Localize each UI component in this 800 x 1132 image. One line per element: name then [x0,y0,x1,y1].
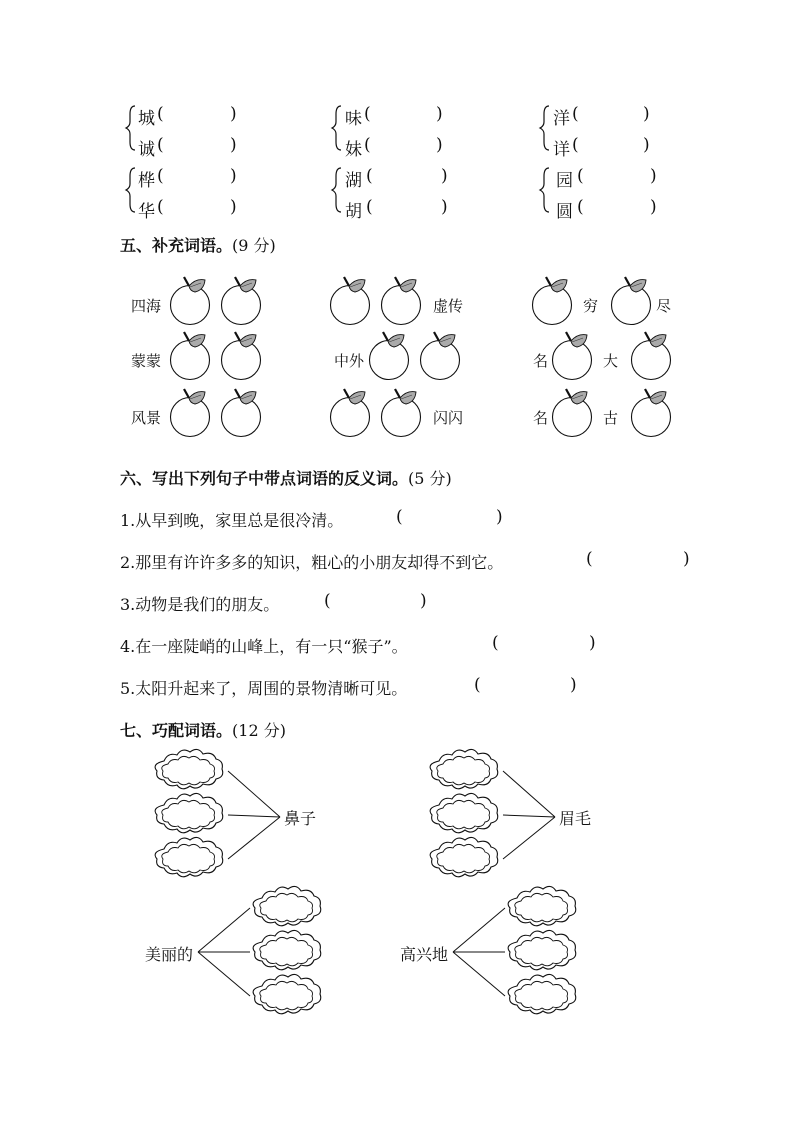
paren-close: ) [230,104,237,124]
paren-open: ( [157,166,164,186]
match-target: 鼻子 [284,809,317,828]
word-fragment: 名 [533,409,549,427]
pair-char: 园 [556,171,573,191]
paren-close: ) [650,197,657,217]
answer-cloud [155,837,223,876]
pair-char: 洋 [553,109,570,129]
word-fragment: 闪闪 [433,409,464,427]
paren-open: ( [366,197,373,217]
paren-open: ( [366,166,373,186]
answer-cloud [508,930,576,969]
paren-open: ( [577,166,584,186]
section-title: 五、补充词语。 [120,236,233,255]
paren-open: ( [157,135,164,155]
word-fragment: 大 [603,352,619,370]
pair-char: 详 [553,140,570,160]
word-fragment: 古 [603,409,619,427]
paren-open: ( [364,104,371,124]
word-fragment: 中外 [334,352,365,370]
paren-open: ( [572,135,579,155]
word-fragment: 风景 [131,409,162,427]
paren-open: ( [396,507,403,527]
word-fragment: 四海 [131,297,162,315]
connector-lines [453,908,505,996]
sentence: 4.在一座陡峭的山峰上，有一只“猴子”。 [120,637,408,656]
match-target: 眉毛 [559,809,592,828]
paren-open: ( [586,549,593,569]
paren-open: ( [474,675,481,695]
section-title: 六、写出下列句子中带点词语的反义词。 [120,469,409,488]
paren-close: ) [230,135,237,155]
pair-char: 圆 [556,202,573,222]
paren-close: ) [683,549,690,569]
paren-close: ) [436,104,443,124]
sentence: 1.从早到晚，家里总是很冷清。 [120,511,344,530]
paren-open: ( [572,104,579,124]
paren-close: ) [643,104,650,124]
paren-close: ) [441,166,448,186]
paren-close: ) [570,675,577,695]
answer-cloud [253,886,321,925]
word-fragment: 虚传 [433,297,464,315]
paren-open: ( [157,197,164,217]
pair-char: 桦 [138,171,155,191]
answer-cloud [430,793,498,832]
paren-close: ) [436,135,443,155]
pair-char: 城 [138,109,155,129]
word-fragment: 名 [533,352,549,370]
paren-open: ( [364,135,371,155]
section-score: (5 分) [408,469,452,488]
paren-open: ( [577,197,584,217]
paren-open: ( [157,104,164,124]
answer-cloud [508,886,576,925]
connector-lines [503,771,555,859]
section-score: (9 分) [232,236,276,255]
match-source: 美丽的 [145,945,194,964]
pair-char: 妹 [345,140,362,160]
paren-close: ) [230,166,237,186]
pair-char: 湖 [345,171,362,191]
pair-char: 诚 [138,140,155,160]
match-source: 高兴地 [400,945,449,964]
pair-char: 味 [345,109,362,129]
pair-char: 华 [138,202,155,222]
word-fragment: 穷 [583,297,599,315]
paren-open: ( [324,591,331,611]
answer-cloud [253,974,321,1013]
answer-cloud [155,749,223,788]
answer-cloud [155,793,223,832]
paren-close: ) [650,166,657,186]
word-fragment: 蒙蒙 [131,352,162,370]
sentence: 2.那里有许许多多的知识，粗心的小朋友却得不到它。 [120,553,504,572]
answer-cloud [253,930,321,969]
sentence: 3.动物是我们的朋友。 [120,595,280,614]
paren-close: ) [420,591,427,611]
paren-close: ) [496,507,503,527]
connector-lines [198,908,250,996]
paren-open: ( [492,633,499,653]
paren-close: ) [643,135,650,155]
paren-close: ) [230,197,237,217]
connector-lines [228,771,280,859]
pair-char: 胡 [345,202,362,222]
section-score: (12 分) [232,721,286,740]
answer-cloud [430,749,498,788]
answer-cloud [430,837,498,876]
answer-cloud [508,974,576,1013]
paren-close: ) [589,633,596,653]
sentence: 5.太阳升起来了，周围的景物清晰可见。 [120,679,408,698]
word-fragment: 尽 [656,297,672,315]
paren-close: ) [441,197,448,217]
section-title: 七、巧配词语。 [120,721,233,740]
